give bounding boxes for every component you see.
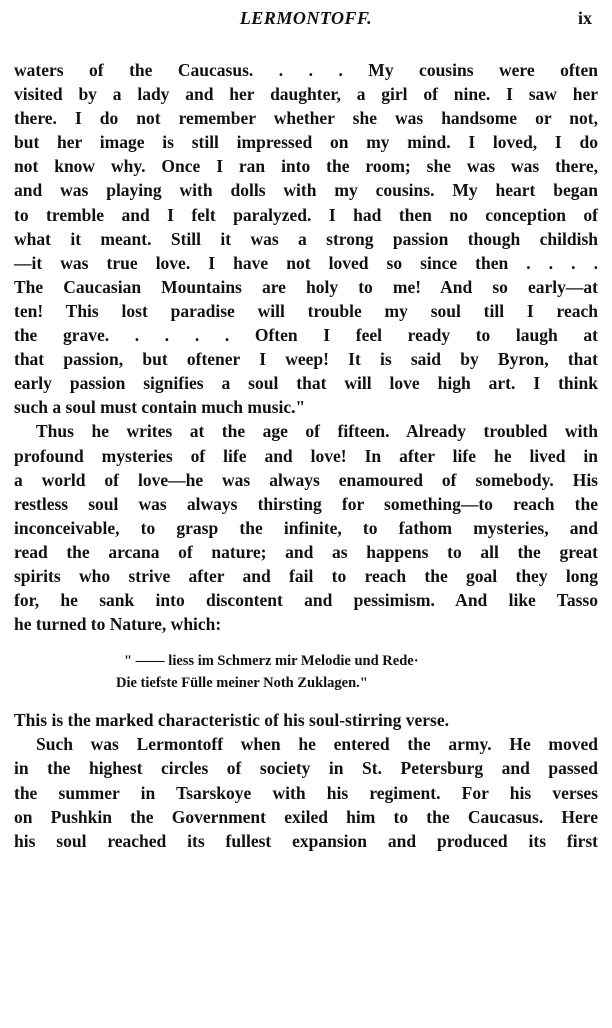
text-line: read the arcana of nature; and as happens to all the great [14,541,598,562]
text-line: the grave. . . . . Often I feel ready to laugh at [14,325,598,346]
paragraph-army [14,732,598,852]
paragraph-narrative [14,419,598,636]
text-line: restless soul was always thirsting for something—to reach the [14,493,598,514]
text-line: early passion signifies a soul that will love high art. I think [14,373,598,394]
paragraph-characteristic [14,708,598,732]
text-line: for, he sank into discontent and pessimism. And like Tasso [14,590,598,611]
text-line: that passion, but oftener I weep! It is said by Byron, that [14,349,598,370]
text-line: Thus he writes at the age of fifteen. Already troubled with [36,421,598,442]
text-line: on Pushkin the Government exiled him to the Caucasus. Here [14,806,598,827]
page-header [14,8,598,38]
text-line: he turned to Nature, which: [14,614,222,635]
text-line: a world of love—he was always enamoured of somebody. His [14,469,598,490]
paragraph-letter-quote [14,58,598,419]
verse-line: Die tiefste Fülle meiner Noth Zuklagen." [116,675,368,692]
text-line: his soul reached its fullest expansion and produced its first [14,830,598,851]
text-line: to tremble and I felt paralyzed. I had then no conception of [14,204,598,225]
text-line: inconceivable, to grasp the infinite, to fathom mysteries, and [14,517,598,538]
text-line: This is the marked characteristic of his soul-stirring verse. [14,710,450,731]
text-line: profound mysteries of life and love! In after life he lived in [14,445,598,466]
text-line: what it meant. Still it was a strong passion though childish [14,228,598,249]
running-title: LERMONTOFF. [239,8,373,28]
text-line: such a soul must contain much music." [14,397,306,418]
text-line: but her image is still impressed on my mind. I loved, I do [14,132,598,153]
text-line: in the highest circles of society in St. Petersburg and passed [14,758,598,779]
text-line: —it was true love. I have not loved so since then . . . . [14,252,598,273]
page-number: ix [577,8,592,28]
text-line: and was playing with dolls with my cousins. My heart began [14,180,598,201]
text-line: visited by a lady and her daughter, a girl of nine. I saw her [14,84,598,105]
text-line: The Caucasian Mountains are holy to me! And so early—at [14,276,598,297]
text-line: spirits who strive after and fail to reach the goal they long [14,565,598,586]
text-line: waters of the Caucasus. . . . My cousins were often [14,60,598,80]
text-line: there. I do not remember whether she was handsome or not, [14,108,598,129]
text-line: the summer in Tsarskoye with his regiment. For his verses [14,782,598,803]
verse-quotation [14,650,598,694]
verse-line: " —— liess im Schmerz mir Melodie und Rede· [124,653,419,670]
text-line: ten! This lost paradise will trouble my soul till I reach [14,300,598,321]
text-line: Such was Lermontoff when he entered the army. He moved [36,734,598,755]
body-text [14,58,598,853]
text-line: not know why. Once I ran into the room; she was was there, [14,156,598,177]
